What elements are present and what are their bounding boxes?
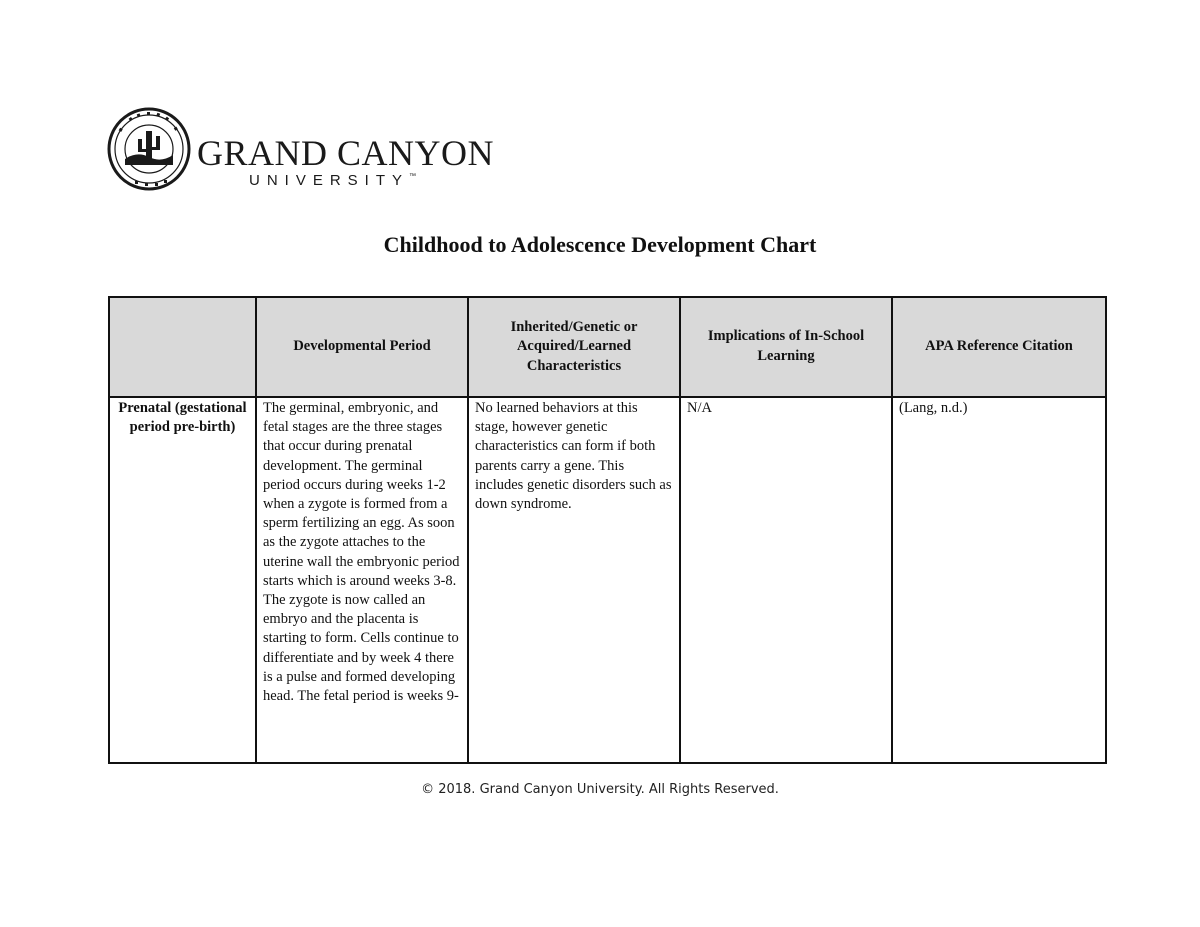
cell-characteristics: No learned behaviors at this stage, however genetic characteristics can form if both parents carry a gene. This includes genetic disorders such as down syndrome. (468, 397, 680, 763)
logo-wordmark: GRAND CANYON (197, 133, 495, 173)
cell-apa-citation: (Lang, n.d.) (892, 397, 1106, 763)
copyright-footer: © 2018. Grand Canyon University. All Rights Reserved. (421, 782, 779, 797)
column-header-apa-citation: APA Reference Citation (892, 297, 1106, 397)
developmental-period-text: The germinal, embryonic, and fetal stages are the three stages that occur during prenatal development. The germinal period occurs during weeks 1-2 when a zygote is formed from a sperm fertilizing an egg. As soon as the zygote attaches to the uterine wall the embryonic period starts which is around weeks 3-8. The zygote is now called an embryo and the placenta is starting to form. Cells continue to differentiate and by week 4 there is a pulse and formed developing head. The fetal period is weeks 9- (263, 400, 460, 705)
cell-developmental-period (256, 397, 468, 763)
trademark-symbol: ™ (409, 173, 417, 180)
document-title: Childhood to Adolescence Development Chart (383, 232, 817, 257)
column-header-characteristics: Inherited/Genetic or Acquired/Learned Characteristics (468, 297, 680, 397)
table-header-row (109, 297, 1106, 397)
logo-subtext: UNIVERSITY™ (249, 172, 417, 189)
column-header-implications: Implications of In-School Learning (680, 297, 892, 397)
column-header-blank (109, 297, 256, 397)
table-row (109, 397, 1106, 763)
cell-implications: N/A (680, 397, 892, 763)
development-chart-table (108, 296, 1107, 764)
university-seal-icon (107, 107, 191, 191)
row-label-prenatal: Prenatal (gestational period pre-birth) (109, 397, 256, 763)
university-logo (107, 107, 495, 197)
column-header-developmental-period: Developmental Period (256, 297, 468, 397)
